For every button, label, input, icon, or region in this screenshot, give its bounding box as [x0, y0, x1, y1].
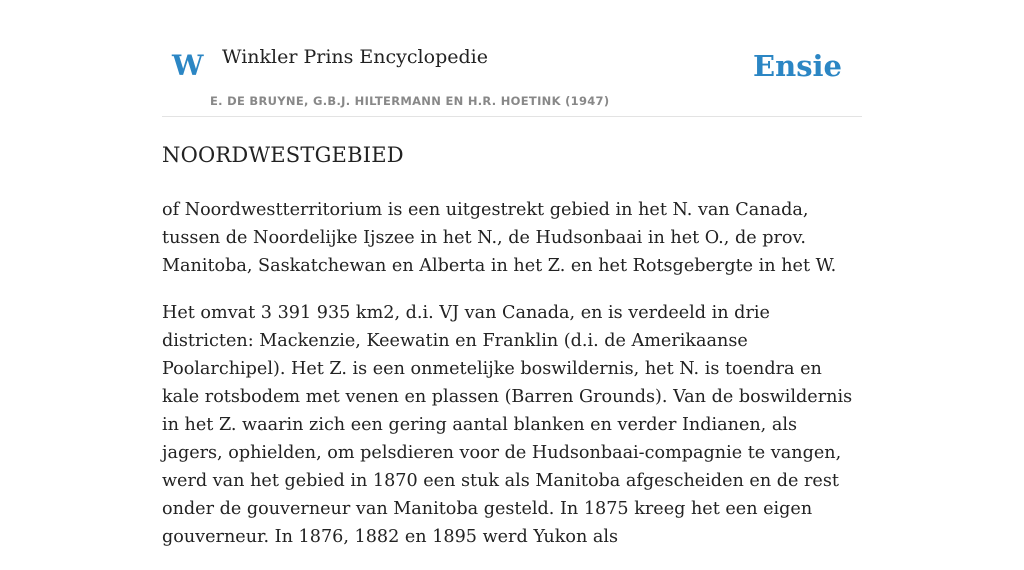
article-paragraph-2: Het omvat 3 391 935 km2, d.i. VJ van Canada, en is verdeeld in drie districten: Mackenzie, Keewatin en Franklin (d.i. de Amerikaanse Poolarchipel). Het Z. is een onmetelijke boswildernis, het N. is toendra en kale rotsbodem met venen en plassen (Barren Grounds). Van de boswildernis in het Z. waarin zich een gering aantal blanken en verder Indianen, als jagers, ophielden, om pelsdieren voor de Hudsonbaai-compagnie te vangen, werd van het gebied in 1870 een stuk als Manitoba afgescheiden en de rest onder de gouverneur van Manitoba gesteld. In 1875 kreeg het een eigen gouverneur. In 1876, 1882 en 1895 werd Yukon als [162, 303, 853, 547]
ensie-logo-link[interactable]: Ensie [753, 49, 842, 83]
source-title-link[interactable]: Winkler Prins Encyclopedie [222, 46, 488, 68]
source-authors: E. DE BRUYNE, G.B.J. HILTERMANN EN H.R. HOETINK (1947) [210, 94, 610, 108]
article [162, 140, 862, 570]
article-paragraph-1: of Noordwestterritorium is een uitgestrekt gebied in het N. van Canada, tussen de Noordelijke Ijszee in het N., de Hudsonbaai in het O., de prov. Manitoba, Saskatchewan en Alberta in het Z. en het Rotsgebergte in het W. [162, 200, 837, 276]
winkler-prins-logo-icon[interactable]: W [172, 49, 204, 82]
article-headword: NOORDWESTGEBIED [162, 143, 404, 167]
site-header [162, 0, 862, 117]
